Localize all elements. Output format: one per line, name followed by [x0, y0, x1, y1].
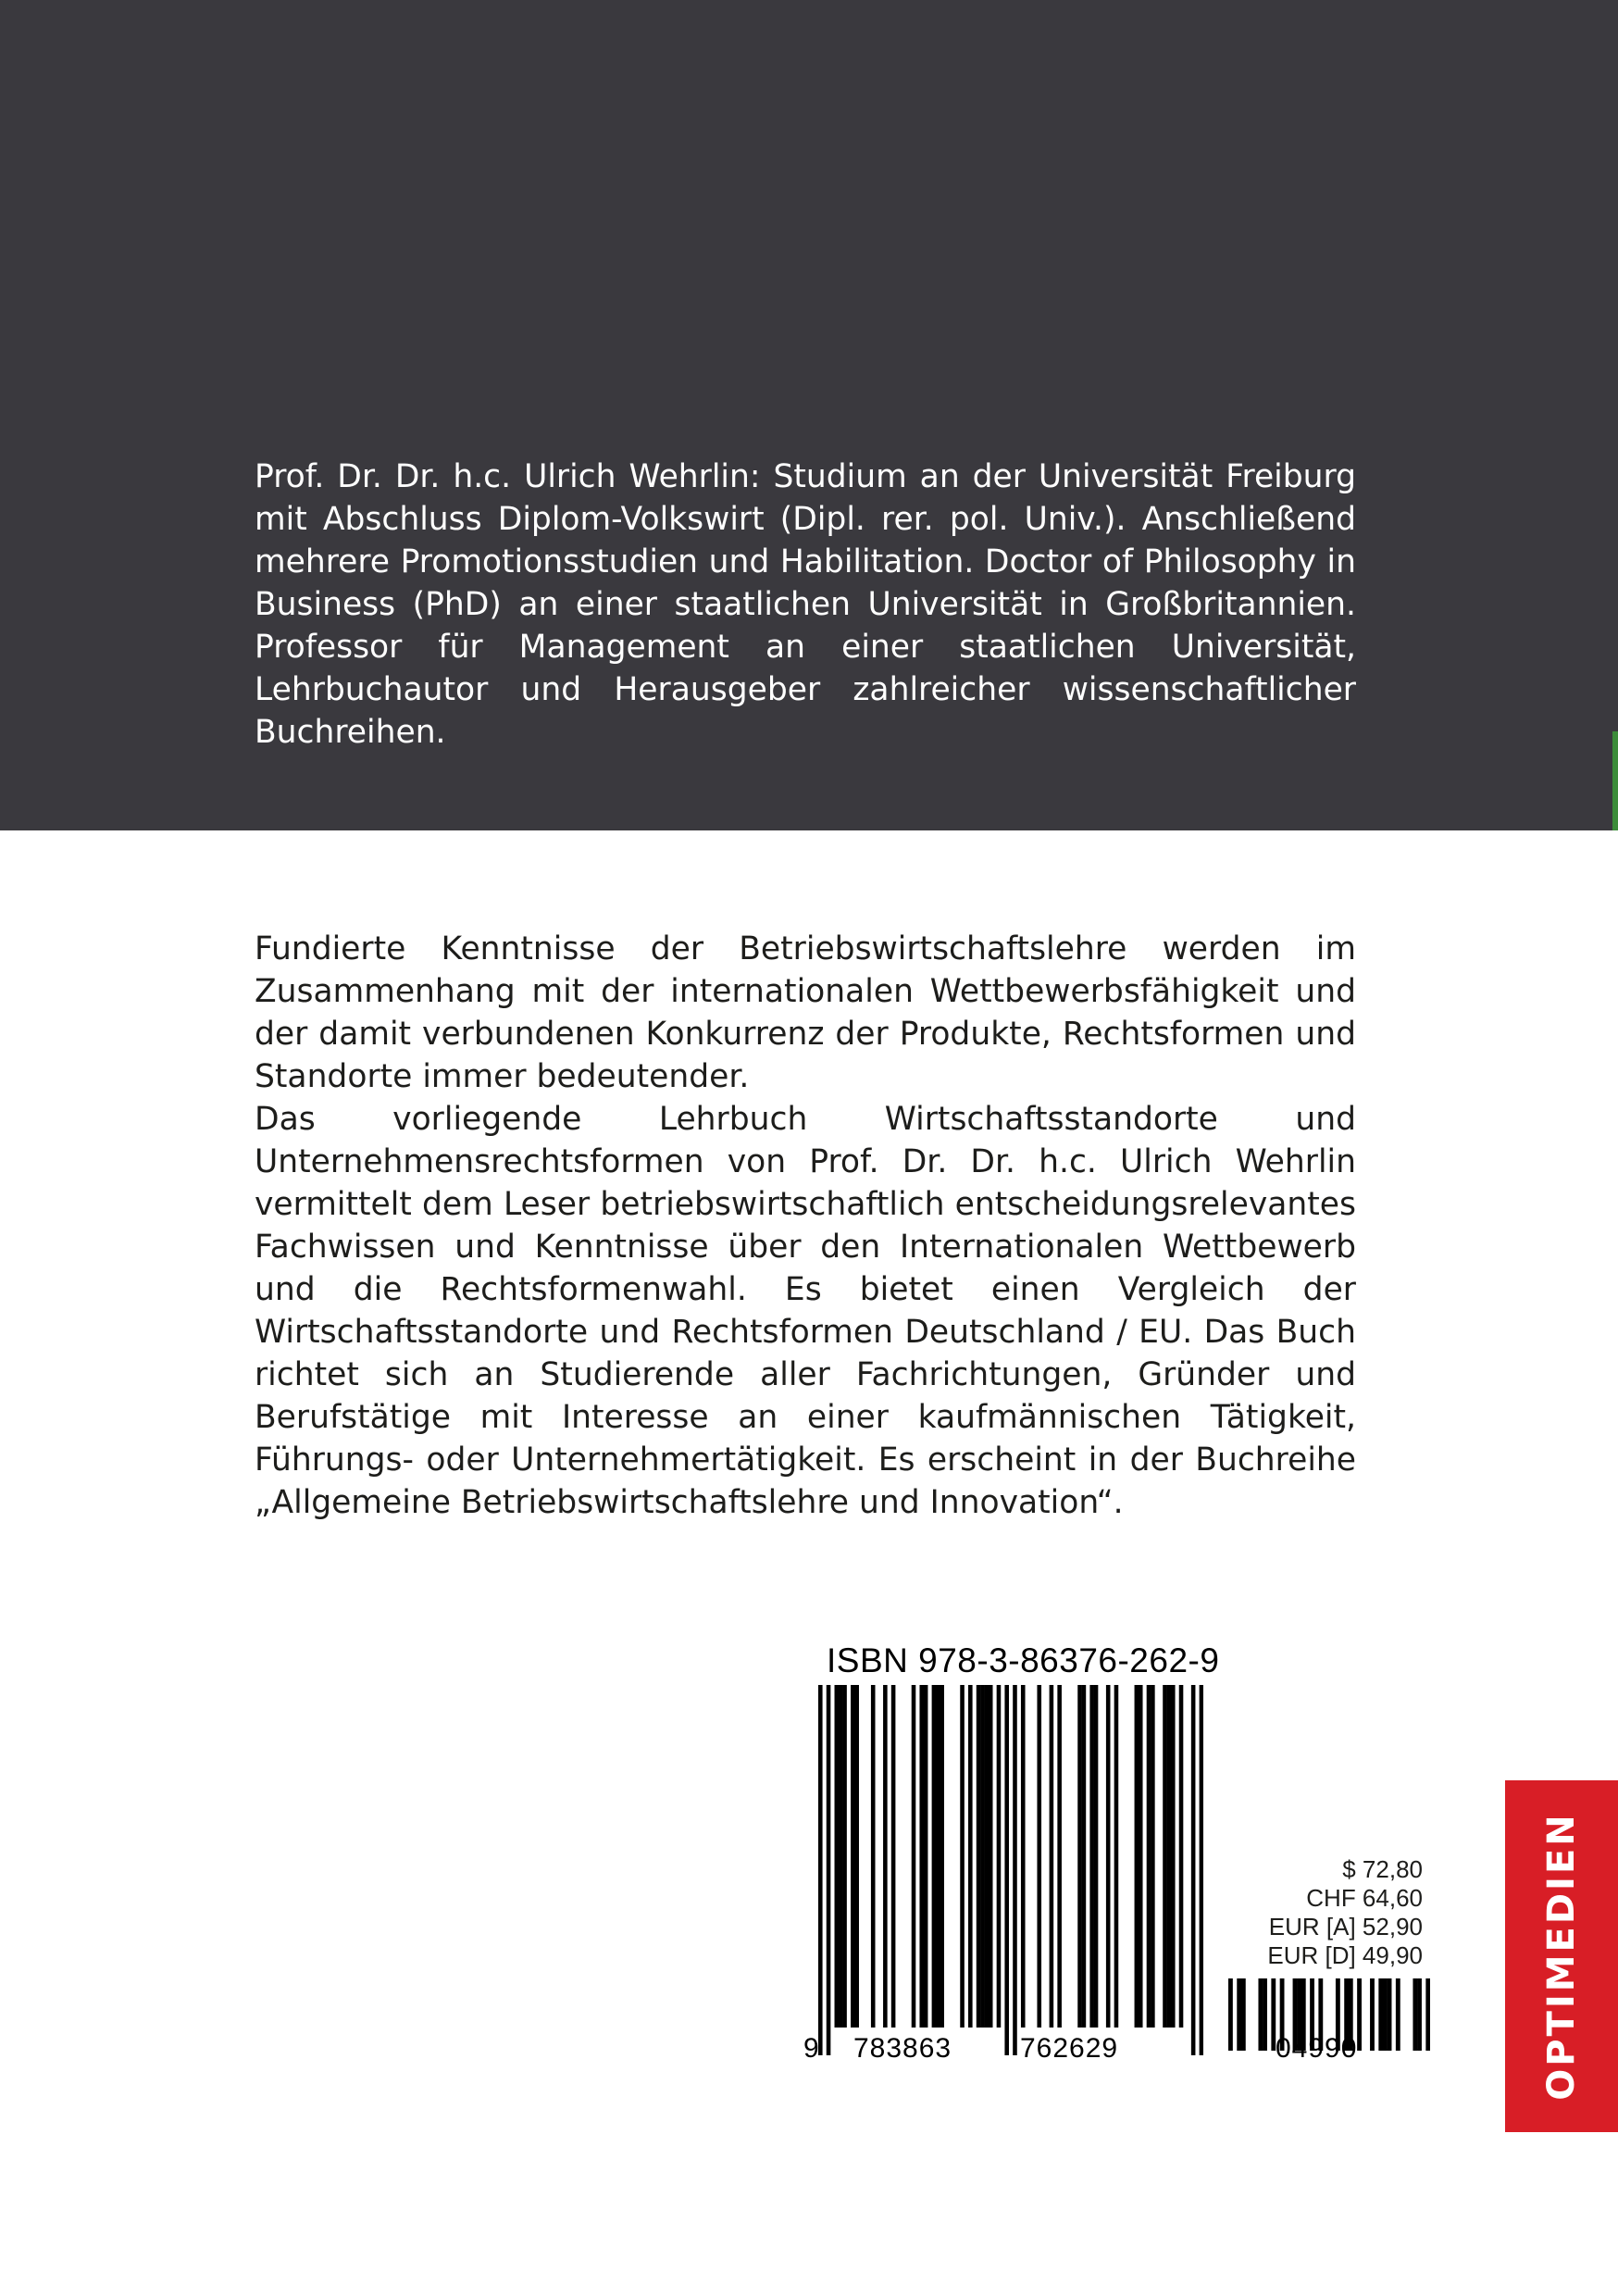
- barcode-bar: [1004, 1685, 1009, 2055]
- barcode-bar: [989, 1685, 993, 2028]
- addon-barcode-bar: [1388, 1978, 1392, 2051]
- barcode-bar: [1082, 1685, 1087, 2028]
- barcode-bar: [936, 1685, 940, 2028]
- barcode-bar: [940, 1685, 944, 2028]
- barcode-bar: [1179, 1685, 1184, 2028]
- barcode-bar: [1114, 1685, 1119, 2028]
- book-blurb: [255, 928, 1356, 1524]
- barcode-bar: [968, 1685, 973, 2028]
- barcode-bar: [1135, 1685, 1139, 2028]
- barcode-bar: [1163, 1685, 1167, 2028]
- barcode-bar: [932, 1685, 937, 2028]
- barcode-bar: [1191, 1685, 1196, 2055]
- barcode-bar: [1057, 1685, 1062, 2028]
- price-usd: $ 72,80: [1342, 1855, 1423, 1883]
- price-eur-d: EUR [D] 49,90: [1267, 1941, 1423, 1969]
- isbn-barcode: [818, 1685, 1203, 2055]
- addon-barcode-bar: [1228, 1978, 1233, 2051]
- barcode-digit-first: 9: [803, 2033, 819, 2064]
- addon-barcode-bar: [1417, 1978, 1422, 2051]
- addon-barcode-bar: [1383, 1978, 1388, 2051]
- addon-barcode-bar: [1396, 1978, 1400, 2051]
- author-panel: [0, 0, 1618, 830]
- addon-barcode-bar: [1413, 1978, 1417, 2051]
- barcode-bar: [1147, 1685, 1151, 2028]
- barcode-bar: [1089, 1685, 1094, 2028]
- barcode-bar: [1167, 1685, 1172, 2028]
- barcode-bar: [980, 1685, 985, 2028]
- barcode-bar: [960, 1685, 965, 2028]
- price-chf: CHF 64,60: [1306, 1884, 1423, 1912]
- barcode-bar: [1106, 1685, 1111, 2028]
- barcode-bar: [977, 1685, 981, 2028]
- barcode-bar: [919, 1685, 924, 2028]
- barcode-bar: [818, 1685, 823, 2055]
- barcode-bar: [827, 1685, 831, 2055]
- price-list: [1236, 1855, 1423, 1970]
- addon-barcode-bar: [1263, 1978, 1267, 2051]
- addon-barcode-bar: [1357, 1978, 1362, 2051]
- barcode-bar: [1050, 1685, 1054, 2028]
- price-eur-a: EUR [A] 52,90: [1268, 1913, 1423, 1940]
- barcode-bar: [1139, 1685, 1143, 2028]
- barcode-bar: [1200, 1685, 1203, 2055]
- publisher-logo: OPTIMEDIEN: [1540, 1812, 1583, 2101]
- barcode-bar: [839, 1685, 843, 2028]
- blurb-paragraph-1: Fundierte Kenntnisse der Betriebswirtschaftslehre werden im Zusammenhang mit der internationalen Wettbewerbsfähigkeit und der damit verbundenen Konkurrenz der Produkte, Rechtsformen und Standorte immer bedeutender.: [255, 930, 1356, 1095]
- barcode-bar: [1151, 1685, 1155, 2028]
- barcode-digits-right: 762629: [1020, 2033, 1119, 2064]
- addon-barcode-bar: [1370, 1978, 1375, 2051]
- addon-digits: 04990: [1276, 2033, 1358, 2064]
- addon-barcode-bar: [1378, 1978, 1383, 2051]
- barcode-bar: [854, 1685, 859, 2028]
- barcode-bar: [871, 1685, 876, 2028]
- barcode-bar: [835, 1685, 840, 2028]
- barcode-bar: [1171, 1685, 1176, 2028]
- barcode-bar: [1037, 1685, 1041, 2028]
- barcode-bar: [997, 1685, 1002, 2028]
- barcode-bar: [851, 1685, 855, 2028]
- barcode-bar: [1077, 1685, 1082, 2028]
- barcode-bar: [883, 1685, 888, 2028]
- blurb-paragraph-2: Das vorliegende Lehrbuch Wirtschaftsstandorte und Unternehmensrechtsformen von Prof. Dr. Dr. h.c. Ulrich Wehrlin vermittelt dem Leser betriebswirtschaftlich entscheidungsrelevantes Fachwissen und Kenntnisse über den Internationalen Wettbewerb und die Rechtsformenwahl. Es bietet einen Vergleich der Wirtschaftsstandorte und Rechtsformen Deutschland / EU. Das Buch richtet sich an Studierende aller Fachrichtungen, Gründer und Berufstätige mit Interesse an einer kaufmännischen Tätigkeit, Führungs- oder Unternehmertätigkeit. Es erscheint in der Buchreihe „Allgemeine Betriebswirtschaftslehre und Innovation“.: [255, 1101, 1356, 1521]
- barcode-bar: [924, 1685, 928, 2028]
- barcode-digits-left: 783863: [853, 2033, 952, 2064]
- barcode-bar: [985, 1685, 989, 2028]
- author-bio: Prof. Dr. Dr. h.c. Ulrich Wehrlin: Studium an der Universität Freiburg mit Abschluss Diplom-Volkswirt (Dipl. rer. pol. Univ.). Anschließend mehrere Promotionsstudien und Habilitation. Doctor of Philosophy in Business (PhD) an einer staatlichen Universität in Großbritannien. Professor für Management an einer staatlichen Universität, Lehrbuchautor und Herausgeber zahlreicher wissenschaftlicher Buchreihen.: [255, 458, 1356, 751]
- addon-barcode-bar: [1425, 1978, 1430, 2051]
- addon-barcode-bar: [1237, 1978, 1241, 2051]
- barcode-bar: [1013, 1685, 1017, 2055]
- barcode-bar: [891, 1685, 896, 2028]
- isbn-label: ISBN 978-3-86376-262-9: [827, 1641, 1220, 1679]
- barcode-bar: [1021, 1685, 1026, 2028]
- addon-barcode-bar: [1258, 1978, 1263, 2051]
- barcode-bar: [912, 1685, 916, 2028]
- publisher-tab: [1505, 1780, 1618, 2132]
- spine-edge-strip: [1612, 731, 1618, 830]
- barcode-bar: [1094, 1685, 1099, 2028]
- addon-barcode-bar: [1241, 1978, 1246, 2051]
- barcode-bar: [842, 1685, 847, 2028]
